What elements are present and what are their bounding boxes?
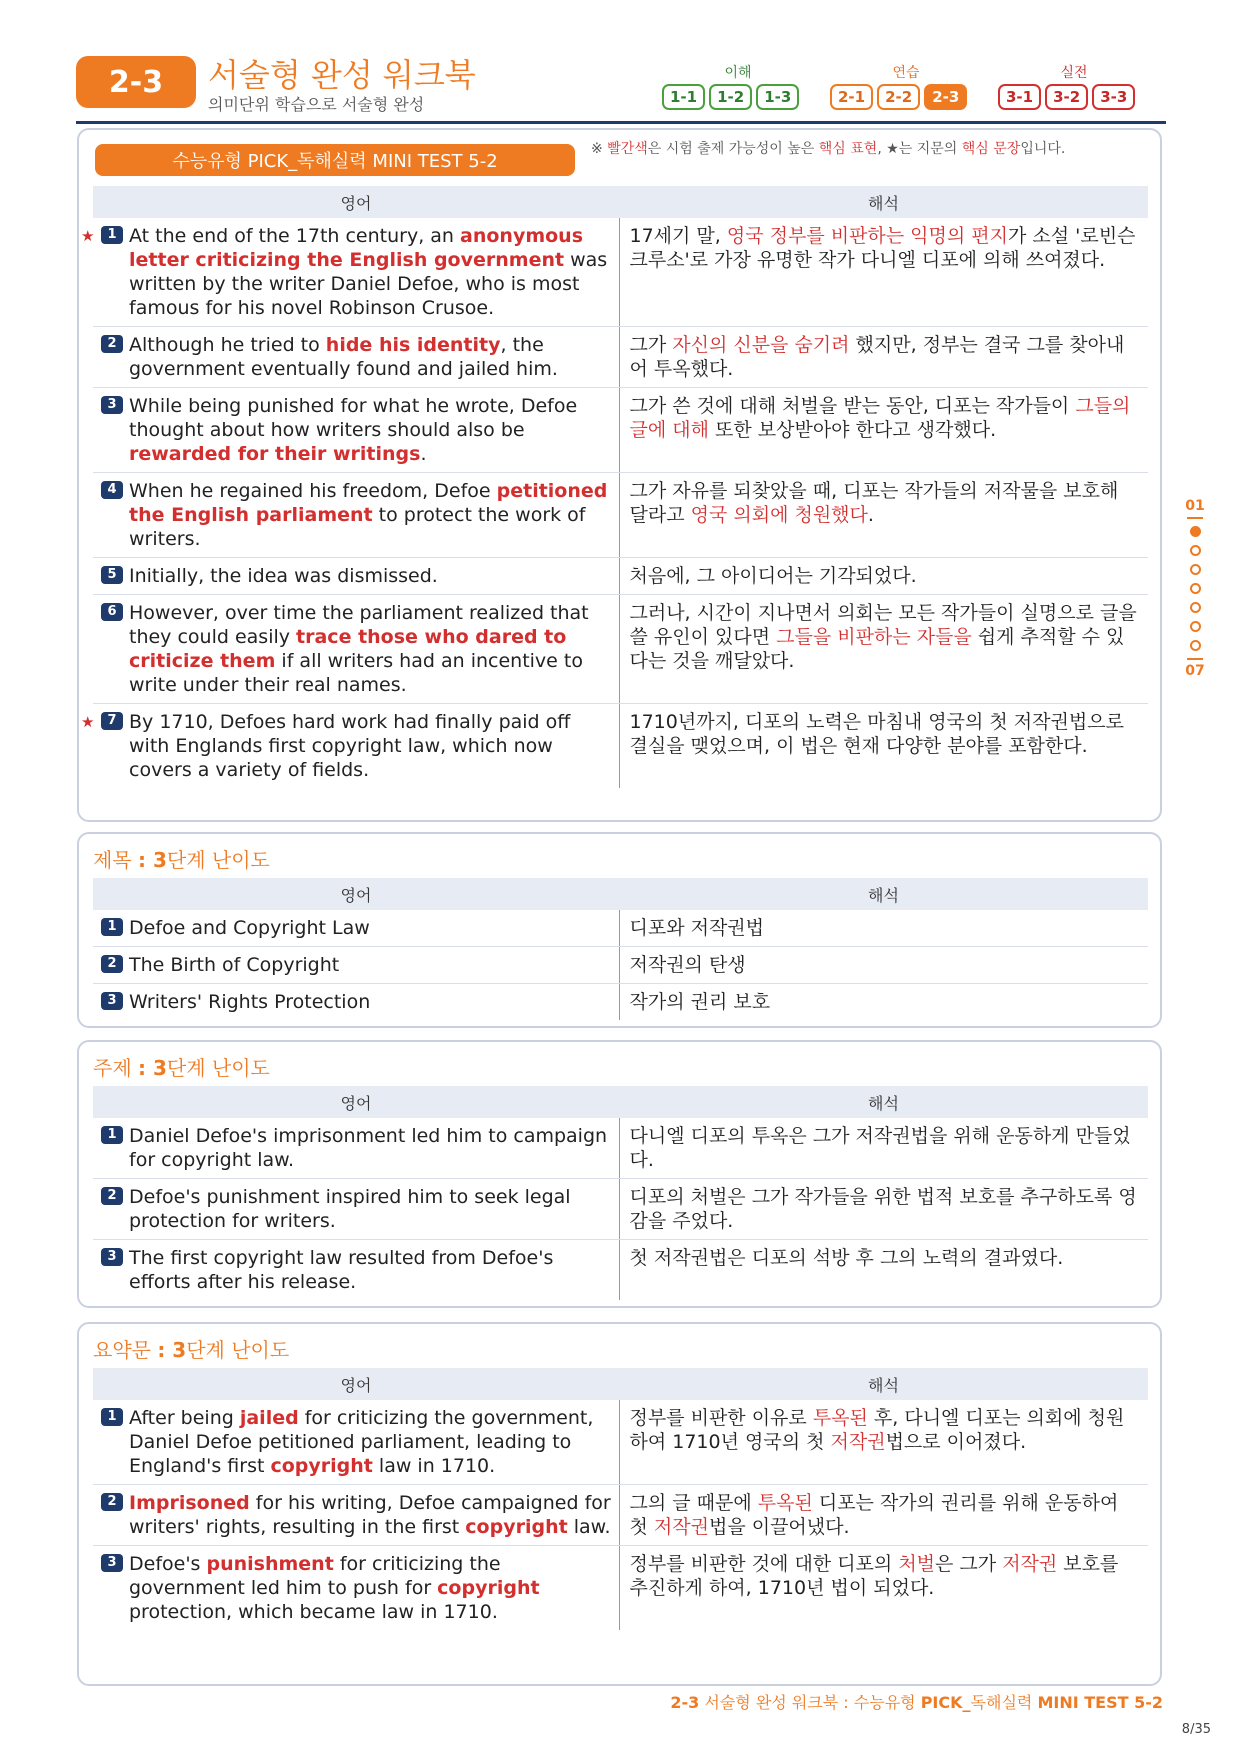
number-badge: 3	[101, 1248, 123, 1266]
english-cell	[81, 704, 619, 789]
sentence-text: Writers' Rights Protection	[129, 991, 371, 1013]
table-row	[93, 1118, 1148, 1179]
note-text-1: 은 시험 출제 가능성이 높은	[647, 141, 819, 157]
footer-caption	[670, 1690, 1163, 1713]
korean-cell	[619, 595, 1148, 704]
footer-text: 서술형 완성 워크북 : 수능유형	[699, 1693, 921, 1712]
theme-heading-3: 단계 난이도	[166, 1056, 270, 1080]
sentence-text: Daniel Defoe's imprisonment led him to campaign for copyright law.	[129, 1125, 608, 1171]
key-translation: 투옥된	[812, 1407, 868, 1429]
key-translation: 저작권	[653, 1516, 709, 1538]
english-cell	[93, 984, 619, 1021]
korean-cell	[619, 218, 1148, 327]
translation-text: 디포는 작가의 권리를 위해 운동하여 첫	[629, 1492, 1119, 1538]
theme-panel	[77, 1040, 1162, 1308]
korean-cell	[619, 1400, 1148, 1485]
table-row	[93, 984, 1148, 1021]
key-translation: 그들을 비판하는 자들을	[776, 626, 972, 648]
col-header-en: 영어	[93, 1368, 619, 1400]
number-badge: 2	[101, 1187, 123, 1205]
korean-cell	[619, 1240, 1148, 1301]
footer-test: MINI TEST 5-2	[1037, 1693, 1163, 1712]
sentence-text: Initially, the idea was dismissed.	[129, 565, 438, 587]
sentence-text: law in 1710.	[372, 1455, 496, 1477]
key-translation: 저작권	[830, 1431, 886, 1453]
translation-text: 1710년까지, 디포의 노력은 마침내 영국의 첫 저작권법으로 결실을 맺었으며, 이 법은 현재 다양한 분야를 포함한다.	[629, 711, 1124, 757]
col-header-en: 영어	[93, 878, 619, 910]
key-translation: 투옥된	[757, 1492, 813, 1514]
side-nav-dot-6[interactable]	[1190, 621, 1201, 632]
key-expression: trace those who dared to criticize them	[129, 626, 567, 672]
side-nav-bar-bottom	[1187, 658, 1203, 660]
level-tab-1-3[interactable]: 1-3	[756, 84, 799, 110]
note-red: 빨간색	[607, 141, 648, 157]
translation-text: 법을 이끌어냈다.	[708, 1516, 850, 1538]
level-label-understand: 이해	[724, 65, 752, 81]
summary-heading-3: 단계 난이도	[186, 1338, 290, 1362]
level-group-understand	[662, 84, 799, 110]
level-tab-3-1[interactable]: 3-1	[998, 84, 1041, 110]
korean-cell	[619, 910, 1148, 947]
key-expression: petitioned the English parliament	[129, 480, 608, 526]
theme-heading-1: 주제	[93, 1056, 138, 1080]
translation-text: 후, 다니엘 디포는 의회에 청원하여 1710년 영국의 첫	[629, 1407, 1125, 1453]
level-label-practice: 연습	[892, 65, 920, 81]
section-badge: 2-3	[76, 56, 196, 108]
header-divider	[76, 121, 1166, 124]
title-panel	[77, 832, 1162, 1028]
korean-cell	[619, 327, 1148, 388]
key-expression: copyright	[465, 1516, 568, 1538]
table-row	[93, 947, 1148, 984]
table-row	[93, 388, 1148, 473]
table-row	[93, 595, 1148, 704]
side-nav-bar-top	[1187, 517, 1203, 519]
footer-text-2: 독해실력	[970, 1693, 1038, 1712]
col-header-ko: 해석	[619, 1368, 1148, 1400]
translation-text: 그가	[629, 334, 673, 356]
table-row	[93, 910, 1148, 947]
translation-text: 가 소설 '로빈슨 크루소'로 가장 유명한 작가 다니엘 디포에 의해 쓰여졌다.	[629, 225, 1136, 271]
key-translation: 저작권	[1002, 1553, 1058, 1575]
page-title: 서술형 완성 워크북	[208, 56, 476, 94]
number-badge: 3	[101, 992, 123, 1010]
sentence-text: While being punished for what he wrote, Defoe thought about how writers should also be	[129, 395, 578, 441]
sentence-text: to protect the work of writers.	[129, 504, 586, 550]
side-nav-start: 01	[1185, 498, 1205, 514]
english-cell	[93, 947, 619, 984]
side-nav-dot-2[interactable]	[1190, 545, 1201, 556]
title-heading-1: 제목	[93, 848, 138, 872]
theme-heading-2: : 3	[138, 1056, 167, 1080]
sentence-text: Defoe's punishment inspired him to seek legal protection for writers.	[129, 1186, 571, 1232]
footer-code: 2-3	[670, 1693, 700, 1712]
side-nav-dot-4[interactable]	[1190, 583, 1201, 594]
korean-cell	[619, 1118, 1148, 1179]
translation-text: 그러나, 시간이 지나면서 의회는 모든 작가들이 실명으로 글을 쓸 유인이 있다면	[629, 602, 1137, 648]
sentence-text: for criticizing the government, Daniel Defoe petitioned parliament, leading to England's first	[129, 1407, 594, 1477]
sentence-text: for criticizing the government led him to push for	[129, 1553, 501, 1599]
key-expression: anonymous letter criticizing the English government	[129, 225, 584, 271]
key-translation: 영국 의회에 청원했다	[690, 504, 868, 526]
page-subtitle: 의미단위 학습으로 서술형 완성	[208, 95, 425, 114]
table-row	[93, 1240, 1148, 1301]
translation-text: 작가의 권리 보호	[629, 991, 771, 1013]
level-tab-1-1[interactable]: 1-1	[662, 84, 705, 110]
english-cell	[93, 1546, 619, 1631]
sentence-text: By 1710, Defoes hard work had finally paid off with Englands first copyright law, which now covers a variety of fields.	[129, 711, 571, 781]
key-translation: 영국 정부를 비판하는 익명의 편지	[726, 225, 1008, 247]
level-group-real	[998, 84, 1135, 110]
title-table	[93, 878, 1148, 1020]
passage-panel	[77, 128, 1162, 822]
level-tab-2-1[interactable]: 2-1	[830, 84, 873, 110]
sentence-text: was written by the writer Daniel Defoe, who is most famous for his novel Robinson Crusoe.	[129, 249, 608, 319]
sentence-text: for his writing, Defoe campaigned for writers' rights, resulting in the first	[129, 1492, 611, 1538]
number-badge: 7	[101, 712, 123, 730]
sentence-text: However, over time the parliament realized that they could easily	[129, 602, 589, 648]
english-cell	[93, 327, 619, 388]
sentence-text: When he regained his freedom, Defoe	[129, 480, 497, 502]
translation-text: 또한 보상받아야 한다고 생각했다.	[708, 419, 997, 441]
level-tab-2-2[interactable]: 2-2	[877, 84, 920, 110]
page-number: 8/35	[1181, 1722, 1211, 1737]
summary-table	[93, 1368, 1148, 1630]
translation-text: 은 그가	[935, 1553, 1003, 1575]
english-cell	[93, 558, 619, 595]
level-tab-3-2[interactable]: 3-2	[1045, 84, 1088, 110]
sentence-text: if all writers had an incentive to write under their real names.	[129, 650, 583, 696]
col-header-ko: 해석	[619, 1086, 1148, 1118]
sentence-text: .	[420, 443, 427, 465]
star-icon: ★	[81, 227, 95, 245]
col-header-ko: 해석	[619, 186, 1148, 218]
number-badge: 2	[101, 955, 123, 973]
title-heading	[93, 844, 270, 873]
theme-table	[93, 1086, 1148, 1300]
translation-text: 처음에, 그 아이디어는 기각되었다.	[629, 565, 917, 587]
side-progress-nav	[1180, 498, 1210, 679]
korean-cell	[619, 704, 1148, 789]
number-badge: 2	[101, 335, 123, 353]
key-expression: copyright	[437, 1577, 540, 1599]
sentence-text: Defoe and Copyright Law	[129, 917, 370, 939]
table-row	[93, 218, 1148, 327]
key-expression: hide his identity	[325, 334, 501, 356]
english-cell	[93, 1118, 619, 1179]
side-nav-dot-7[interactable]	[1190, 640, 1201, 651]
korean-cell	[619, 558, 1148, 595]
sentence-text: The first copyright law resulted from Defoe's efforts after his release.	[129, 1247, 554, 1293]
sentence-text: The Birth of Copyright	[129, 954, 340, 976]
level-group-practice	[830, 84, 967, 110]
translation-text: 정부를 비판한 것에 대한 디포의	[629, 1553, 899, 1575]
note-text-3: 입니다.	[1020, 141, 1066, 157]
summary-heading	[93, 1334, 289, 1363]
key-expression: rewarded for their writings	[129, 443, 421, 465]
key-expression: Imprisoned	[129, 1492, 250, 1514]
korean-cell	[619, 984, 1148, 1021]
korean-cell	[619, 1485, 1148, 1546]
col-header-en: 영어	[93, 186, 619, 218]
translation-text: 쉽게 추적할 수 있다는 것을 깨달았다.	[629, 626, 1125, 672]
english-cell	[93, 388, 619, 473]
number-badge: 5	[101, 566, 123, 584]
note-key: 핵심 표현	[818, 141, 878, 157]
table-row	[93, 473, 1148, 558]
side-nav-dot-3[interactable]	[1190, 564, 1201, 575]
table-row	[93, 327, 1148, 388]
summary-panel	[77, 1322, 1162, 1686]
note-key-2: 핵심 문장	[961, 141, 1021, 157]
translation-text: 디포의 처벌은 그가 작가들을 위한 법적 보호를 추구하도록 영감을 주었다.	[629, 1186, 1137, 1232]
translation-text: 보호를 추진하게 하여, 1710년 법이 되었다.	[629, 1553, 1119, 1599]
translation-text: .	[867, 504, 874, 526]
sentence-text: At the end of the 17th century, an	[129, 225, 461, 247]
key-translation: 처벌	[898, 1553, 936, 1575]
translation-text: 디포와 저작권법	[629, 917, 765, 939]
translation-text: 법으로 이어졌다.	[885, 1431, 1027, 1453]
table-row	[93, 1179, 1148, 1240]
translation-text: 다니엘 디포의 투옥은 그가 저작권법을 위해 운동하게 만들었다.	[629, 1125, 1131, 1171]
number-badge: 3	[101, 396, 123, 414]
number-badge: 3	[101, 1554, 123, 1572]
theme-heading	[93, 1052, 270, 1081]
sentence-text: , the government eventually found and jailed him.	[129, 334, 558, 380]
sentence-text: protection, which became law in 1710.	[129, 1601, 498, 1623]
key-expression: punishment	[206, 1553, 334, 1575]
number-badge: 1	[101, 918, 123, 936]
table-row	[93, 1546, 1148, 1631]
summary-heading-1: 요약문	[93, 1338, 158, 1362]
side-nav-dot-1[interactable]	[1190, 526, 1201, 537]
side-nav-dot-5[interactable]	[1190, 602, 1201, 613]
english-cell	[93, 910, 619, 947]
sentence-text: Although he tried to	[129, 334, 326, 356]
level-tab-3-3[interactable]: 3-3	[1092, 84, 1135, 110]
translation-text: 그가 쓴 것에 대해 처벌을 받는 동안, 디포는 작가들이	[629, 395, 1076, 417]
korean-cell	[619, 1179, 1148, 1240]
key-translation: 자신의 신분을 숨기려	[672, 334, 850, 356]
footer-pick: PICK_	[920, 1693, 971, 1712]
number-badge: 2	[101, 1493, 123, 1511]
summary-heading-2: : 3	[157, 1338, 187, 1362]
translation-text: 저작권의 탄생	[629, 954, 746, 976]
number-badge: 1	[101, 226, 123, 244]
star-icon: ★	[81, 713, 95, 731]
key-expression: jailed	[239, 1407, 299, 1429]
note-mark: ※	[591, 141, 603, 157]
english-cell	[93, 473, 619, 558]
number-badge: 4	[101, 481, 123, 499]
translation-text: 그가 자유를 되찾았을 때, 디포는 작가들의 저작물을 보호해 달라고	[629, 480, 1119, 526]
level-label-real: 실전	[1060, 65, 1088, 81]
key-expression: copyright	[270, 1455, 373, 1477]
key-translation: 그들의 글에 대해	[629, 395, 1131, 441]
english-cell	[81, 218, 619, 327]
side-nav-end: 07	[1185, 663, 1205, 679]
number-badge: 1	[101, 1408, 123, 1426]
translation-text: 첫 저작권법은 디포의 석방 후 그의 노력의 결과였다.	[629, 1247, 1064, 1269]
number-badge: 6	[101, 603, 123, 621]
passage-tag: 수능유형 PICK_독해실력 MINI TEST 5-2	[95, 144, 575, 176]
col-header-ko: 해석	[619, 878, 1148, 910]
table-row	[93, 1485, 1148, 1546]
legend-note	[591, 140, 1151, 158]
korean-cell	[619, 947, 1148, 984]
english-cell	[93, 1179, 619, 1240]
col-header-en: 영어	[93, 1086, 619, 1118]
translation-text: 그의 글 때문에	[629, 1492, 758, 1514]
english-cell	[93, 595, 619, 704]
table-row	[93, 1400, 1148, 1485]
sentence-text: Defoe's	[129, 1553, 207, 1575]
english-cell	[93, 1240, 619, 1301]
sentence-text: After being	[129, 1407, 240, 1429]
table-row	[93, 558, 1148, 595]
note-text-2: , ★는 지문의	[877, 141, 962, 157]
number-badge: 1	[101, 1126, 123, 1144]
korean-cell	[619, 1546, 1148, 1631]
translation-text: 했지만, 정부는 결국 그를 찾아내어 투옥했다.	[629, 334, 1125, 380]
korean-cell	[619, 388, 1148, 473]
passage-table	[81, 186, 1148, 788]
korean-cell	[619, 473, 1148, 558]
sentence-text: law.	[567, 1516, 611, 1538]
translation-text: 정부를 비판한 이유로	[629, 1407, 813, 1429]
table-row	[93, 704, 1148, 789]
level-tab-1-2[interactable]: 1-2	[709, 84, 752, 110]
level-tab-2-3[interactable]: 2-3	[924, 84, 967, 110]
english-cell	[93, 1400, 619, 1485]
english-cell	[93, 1485, 619, 1546]
title-heading-3: 단계 난이도	[166, 848, 270, 872]
translation-text: 17세기 말,	[629, 225, 727, 247]
title-heading-2: : 3	[138, 848, 167, 872]
